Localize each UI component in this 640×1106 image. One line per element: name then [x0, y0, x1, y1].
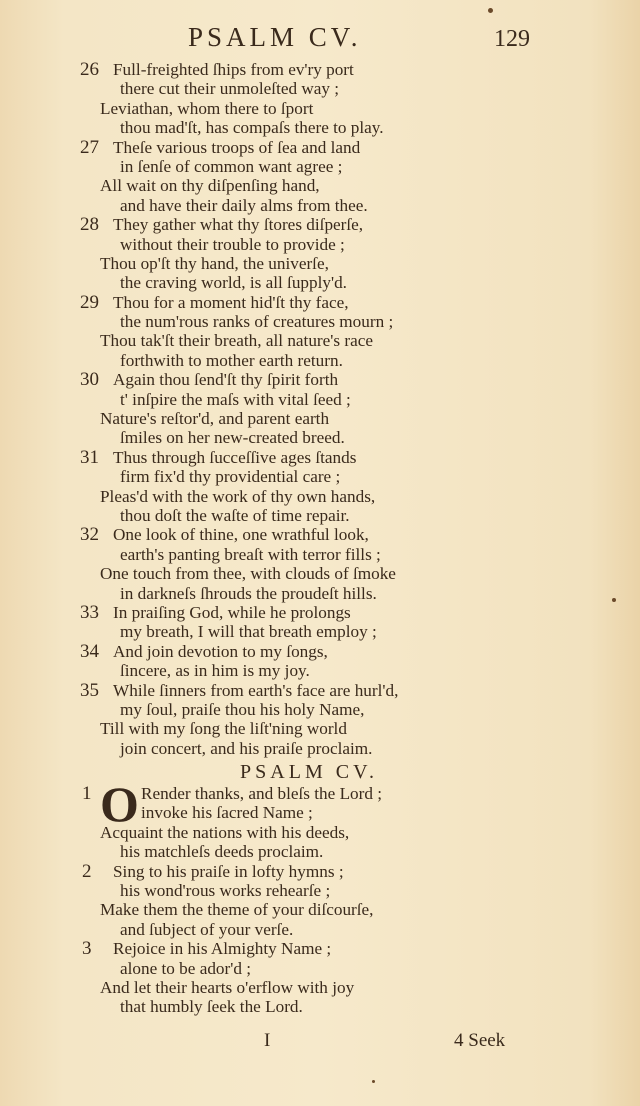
verse-line: his matchleſs deeds proclaim.: [120, 842, 324, 862]
verse-number: 34: [80, 640, 99, 662]
verse-line: ſincere, as in him is my joy.: [120, 661, 310, 681]
page-number: 129: [494, 26, 530, 52]
verse-line: the num'rous ranks of creatures mourn ;: [120, 312, 394, 332]
verse-2: [80, 862, 620, 940]
verse-line: Thou for a moment hid'ſt thy face,: [113, 292, 349, 312]
verse-line: Make them the theme of your diſcourſe,: [100, 900, 374, 920]
verse-32: [80, 525, 620, 603]
verse-number: 33: [80, 601, 99, 623]
verse-line: there cut their unmoleſted way ;: [120, 79, 340, 99]
verse-line: and ſubject of your verſe.: [120, 919, 294, 939]
ink-spot: [612, 598, 616, 602]
verse-number: 3: [82, 938, 92, 960]
verse-33: [80, 603, 620, 642]
verse-line: join concert, and his praiſe proclaim.: [120, 738, 373, 758]
verse-line: Till with my ſong the liſt'ning world: [100, 719, 347, 739]
ink-spot: [488, 8, 493, 13]
page-footer: [0, 1030, 640, 1054]
verse-line: that humbly ſeek the Lord.: [120, 997, 303, 1017]
verse-line: Thou op'ſt thy hand, the univerſe,: [100, 253, 329, 273]
verse-line: Nature's reſtor'd, and parent earth: [100, 409, 330, 429]
verse-number: 1: [82, 783, 92, 805]
verse-34: [80, 642, 620, 681]
verse-line: They gather what thy ſtores diſperſe,: [113, 215, 364, 235]
verse-line: firm fix'd thy providential care ;: [120, 467, 341, 487]
verse-line: earth's panting breaſt with terror fills ;: [120, 544, 381, 564]
verse-line: Rejoice in his Almighty Name ;: [113, 939, 332, 959]
verse-line: the craving world, is all ſupply'd.: [120, 273, 347, 293]
verse-line: Full-freighted ſhips from ev'ry port: [113, 60, 354, 79]
verse-number: 26: [80, 59, 99, 80]
drop-cap: O: [100, 776, 139, 833]
verse-29: [80, 293, 620, 371]
verse-line: his wond'rous works rehearſe ;: [120, 881, 331, 901]
verse-31: [80, 448, 620, 526]
verse-line: And let their hearts o'erflow with joy: [100, 977, 355, 997]
verse-number: 32: [80, 524, 99, 546]
running-title: PSALM CV.: [188, 22, 362, 52]
verse-number: 27: [80, 136, 99, 158]
verse-3: [80, 939, 620, 1017]
verse-28: [80, 215, 620, 293]
verse-line: And join devotion to my ſongs,: [113, 641, 328, 661]
ink-spot: [372, 1080, 375, 1083]
verse-line: alone to be ador'd ;: [120, 958, 252, 978]
psalm-text: [80, 60, 620, 1017]
verse-line: thou mad'ſt, has compaſs there to play.: [120, 118, 384, 138]
verse-line: thou doſt the waſte of time repair.: [120, 505, 350, 525]
verse-line: Again thou ſend'ſt thy ſpirit forth: [113, 370, 339, 390]
verse-line: Theſe various troops of ſea and land: [113, 137, 361, 157]
verse-number: 35: [80, 679, 99, 701]
verse-line: ſmiles on her new-created breed.: [120, 428, 345, 448]
verse-line: forthwith to mother earth return.: [120, 350, 343, 370]
catchword: 4 Seek: [454, 1030, 506, 1051]
running-head: [0, 22, 640, 54]
verse-line: Thus through ſucceſſive ages ſtands: [113, 447, 357, 467]
verse-line: Pleas'd with the work of thy own hands,: [100, 486, 376, 506]
verse-line: All wait on thy diſpenſing hand,: [100, 176, 320, 196]
verse-line: in ſenſe of common want agree ;: [120, 156, 343, 176]
verse-line: without their trouble to provide ;: [120, 234, 345, 254]
verse-line: In praiſing God, while he prolongs: [113, 602, 351, 622]
verse-line: t' inſpire the maſs with vital ſeed ;: [120, 389, 351, 409]
verse-26: [80, 60, 620, 138]
verse-number: 28: [80, 214, 99, 236]
psalm-heading: PSALM CV.: [240, 761, 378, 784]
verse-line: One look of thine, one wrathful look,: [113, 525, 369, 545]
verse-line: While ſinners from earth's face are hurl'd,: [113, 680, 399, 700]
verse-line: Render thanks, and bleſs the Lord ;: [141, 784, 383, 804]
verse-number: 29: [80, 291, 99, 313]
verse-27: [80, 138, 620, 216]
verse-30: [80, 370, 620, 448]
verse-1: [80, 776, 620, 862]
verse-line: my ſoul, praiſe thou his holy Name,: [120, 699, 365, 719]
verse-35: [80, 681, 620, 759]
verse-line: in darkneſs ſhrouds the proudeſt hills.: [120, 583, 377, 603]
verse-line: Thou tak'ſt their breath, all nature's race: [100, 331, 373, 351]
verse-number: 30: [80, 369, 99, 391]
verse-line: Leviathan, whom there to ſport: [100, 98, 314, 118]
verse-number: 31: [80, 446, 99, 468]
verse-line: and have their daily alms from thee.: [120, 195, 368, 215]
verse-line: invoke his ſacred Name ;: [141, 803, 313, 823]
signature-mark: I: [264, 1030, 271, 1051]
verse-line: my breath, I will that breath employ ;: [120, 622, 377, 642]
verse-line: One touch from thee, with clouds of ſmoke: [100, 564, 396, 584]
verse-line: Sing to his praiſe in lofty hymns ;: [113, 861, 344, 881]
verse-number: 2: [82, 860, 92, 882]
verse-line: Acquaint the nations with his deeds,: [100, 822, 350, 842]
